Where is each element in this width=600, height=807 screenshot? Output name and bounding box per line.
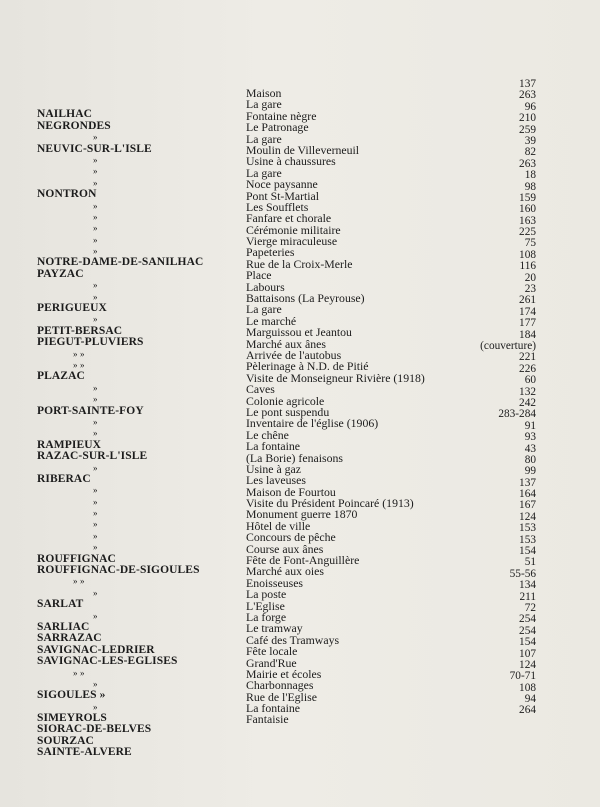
subjects-column [246, 88, 476, 726]
subject-entry-text: L'Eglise [246, 598, 285, 613]
place-entry [37, 656, 242, 667]
subject-entry-text: Noce paysanne [246, 177, 318, 192]
place-entry [37, 201, 242, 212]
page-number-text: 283-284 [498, 408, 536, 421]
page-number-text: 124 [519, 510, 536, 523]
place-entry-text: » [93, 223, 98, 234]
subject-entry-text: Vierge miraculeuse [246, 234, 338, 249]
place-entry [37, 349, 242, 360]
place-entry [37, 668, 242, 679]
place-entry [37, 155, 242, 166]
subject-entry-text: Le chêne [246, 427, 289, 442]
place-entry [37, 371, 242, 382]
subject-entry-text: Les Soufflets [246, 199, 309, 214]
place-entry-text: SIMEYROLS [37, 712, 107, 725]
place-entry-text: » [93, 610, 98, 621]
page-number-text: 154 [519, 636, 536, 649]
place-entry-text: » [93, 177, 98, 188]
page-number-text: 226 [519, 362, 536, 375]
page-number-text: 18 [524, 169, 536, 182]
subject-entry-text: Inventaire de l'église (1906) [246, 416, 379, 431]
place-entry [37, 383, 242, 394]
page-number-text: 137 [519, 78, 536, 90]
page-number-text: 55-56 [509, 567, 536, 580]
page-number-text: 80 [524, 453, 536, 466]
place-entry-text: SIGOULES » [37, 689, 106, 702]
place-entry-text: SOURZAC [37, 734, 94, 747]
place-entry-text: » [93, 280, 98, 291]
subject-entry-text: Charbonnages [246, 678, 314, 693]
place-entry [37, 519, 242, 530]
subject-entry-text: Course aux ânes [246, 541, 324, 556]
place-entry [37, 565, 242, 576]
page-number-text: 108 [519, 681, 536, 694]
place-entry-text: » [93, 291, 98, 302]
page-number-text: 82 [524, 146, 536, 159]
subject-entry [246, 256, 476, 271]
page-number-text: 163 [519, 214, 536, 227]
subject-entry-text: Moulin de Villeverneuil [246, 142, 360, 157]
place-entry-text: » » [73, 359, 85, 370]
subject-entry-text: Marché aux ânes [246, 336, 326, 351]
subject-entry-text: Grand'Rue [246, 655, 297, 670]
subject-entry-text: La fontaine [246, 701, 301, 716]
subject-entry-text: Colonie agricole [246, 393, 325, 408]
place-entry [37, 417, 242, 428]
place-entry-text: SIORAC-DE-BELVES [37, 723, 152, 736]
page-number-text: 70-71 [509, 670, 536, 683]
page-number-text: 72 [524, 601, 536, 614]
subject-entry-text: Pèlerinage à N.D. de Pitié [246, 359, 369, 374]
place-entry-text: PLAZAC [37, 370, 85, 383]
page-number-text: 225 [519, 226, 536, 239]
subject-entry-text: Hôtel de ville [246, 518, 311, 533]
place-entry-text: » [93, 496, 98, 507]
page-number-text: 99 [524, 465, 536, 478]
place-entry-text: » [93, 154, 98, 165]
subject-entry-text: Le pont suspendu [246, 404, 330, 419]
place-entry-text: » [93, 166, 98, 177]
subject-entry-text: La gare [246, 302, 282, 317]
page-number-text: 263 [519, 157, 536, 170]
place-entry-text: » [93, 587, 98, 598]
place-entry-text: NEGRONDES [37, 119, 111, 132]
place-entry-text: » [93, 382, 98, 393]
subject-entry-text: Le marché [246, 313, 297, 328]
subject-entry-text: Visite du Président Poincaré (1913) [246, 496, 414, 511]
subject-entry-text: Le Patronage [246, 120, 309, 135]
subject-entry-text: Mairie et écoles [246, 666, 322, 681]
page-number-text: 153 [519, 522, 536, 535]
page-number-text: 107 [519, 647, 536, 660]
place-entry [37, 144, 242, 155]
place-names-column [37, 98, 242, 759]
place-entry-text: SAVIGNAC-LEDRIER [37, 643, 155, 656]
place-entry-text: » [93, 485, 98, 496]
page-number-text: 210 [519, 112, 536, 125]
place-entry [37, 212, 242, 223]
place-entry-text: PIEGUT-PLUVIERS [37, 336, 144, 349]
subject-entry-text: Rue de l'Eglise [246, 689, 317, 704]
page-number-text: 153 [519, 533, 536, 546]
place-entry-text: » [93, 678, 98, 689]
subject-entry-text: La fontaine [246, 439, 301, 454]
place-entry-text: » [93, 314, 98, 325]
place-entry [37, 599, 242, 610]
page-number-text: 160 [519, 203, 536, 216]
subject-entry-text: Fête locale [246, 644, 298, 659]
place-entry [37, 406, 242, 417]
place-entry-text: SARRAZAC [37, 632, 102, 645]
place-entry-text: SAVIGNAC-LES-EGLISES [37, 655, 178, 668]
place-entry-text: » [93, 701, 98, 712]
subject-entry-text: (La Borie) fenaisons [246, 450, 343, 465]
page-number-text: 254 [519, 613, 536, 626]
subject-entry-text: La gare [246, 165, 282, 180]
subject-entry-text: Fontaine nègre [246, 108, 317, 123]
place-entry-text: » [93, 462, 98, 473]
place-entry-text: NONTRON [37, 188, 97, 201]
page-number-text: 254 [519, 624, 536, 637]
subject-entry-text: Rue de la Croix-Merle [246, 256, 353, 271]
place-entry [37, 508, 242, 519]
page-number-text: 43 [524, 442, 536, 455]
page-number-text: 75 [524, 237, 536, 250]
place-entry-text: » [93, 416, 98, 427]
page-number-text: 137 [519, 476, 536, 489]
page-number-text: 51 [524, 556, 536, 569]
subject-entry-text: Usine à chaussures [246, 154, 336, 169]
place-entry-text: » [93, 132, 98, 143]
place-entry [37, 576, 242, 587]
subject-entry-text: Arrivée de l'autobus [246, 347, 342, 362]
subject-entry-text: La gare [246, 131, 282, 146]
page-number-text: 39 [524, 134, 536, 147]
page-number-text: 261 [519, 294, 536, 307]
place-entry [37, 497, 242, 508]
subject-entry-text: Maison de Fourtou [246, 484, 336, 499]
subject-entry-text: Enoisseuses [246, 575, 304, 590]
subject-entry-text: Usine à gaz [246, 461, 302, 476]
page-number-text: 259 [519, 123, 536, 136]
place-entry [37, 189, 242, 200]
place-entry [37, 280, 242, 291]
place-entry-text: » [93, 246, 98, 257]
page-number-text: 221 [519, 351, 536, 364]
place-entry-text: NEUVIC-SUR-L'ISLE [37, 142, 152, 155]
subject-entry-text: Labours [246, 279, 285, 294]
subject-entry-text: Pont St-Martial [246, 188, 320, 203]
subject-entry-text: Concours de pêche [246, 530, 336, 545]
place-entry [37, 485, 242, 496]
subject-entry-text: Fantaisie [246, 712, 289, 727]
page-number-text: 96 [524, 100, 536, 113]
page-number-text: 132 [519, 385, 536, 398]
place-entry-text: » [93, 530, 98, 541]
place-entry [37, 451, 242, 462]
page-number [460, 705, 536, 716]
subject-entry-text: Caves [246, 382, 275, 397]
place-entry-text: SARLAT [37, 598, 84, 611]
subject-entry-text: Visite de Monseigneur Rivière (1918) [246, 370, 425, 385]
place-entry-text: ROUFFIGNAC [37, 552, 116, 565]
page-number-text: 159 [519, 191, 536, 204]
subject-entry-text: Papeteries [246, 245, 295, 260]
page-number-text: 263 [519, 89, 536, 102]
place-entry-text: » » [73, 667, 85, 678]
page-number-text: 177 [519, 317, 536, 330]
place-entry [37, 474, 242, 485]
place-entry [37, 337, 242, 348]
place-entry-text: PETIT-BERSAC [37, 324, 123, 337]
place-entry [37, 269, 242, 280]
place-entry-text: PERIGUEUX [37, 302, 107, 315]
place-entry-text: » [93, 394, 98, 405]
place-entry-text: » [93, 428, 98, 439]
page-number-text: 154 [519, 545, 536, 558]
subject-entry-text: La poste [246, 587, 287, 602]
place-entry-text: » [93, 234, 98, 245]
subject-entry-text: Monument guerre 1870 [246, 507, 358, 522]
place-entry-text: RAMPIEUX [37, 438, 102, 451]
page-number-text: 60 [524, 374, 536, 387]
place-entry [37, 166, 242, 177]
place-entry-text: NAILHAC [37, 108, 93, 121]
place-entry-text: » [93, 542, 98, 553]
page-number-text: 108 [519, 248, 536, 261]
page-number-text: 124 [519, 658, 536, 671]
place-entry [37, 747, 242, 758]
page-number-text: 184 [519, 328, 536, 341]
place-entry-text: » [93, 200, 98, 211]
subject-entry-text: Fête de Font-Anguillère [246, 553, 360, 568]
page-number-text: 167 [519, 499, 536, 512]
page-number-text: 116 [519, 260, 536, 273]
page-number-text: 91 [524, 419, 536, 432]
place-entry-text: » [93, 508, 98, 519]
place-entry-text: RIBERAC [37, 472, 91, 485]
subject-entry-text: Les laveuses [246, 473, 306, 488]
subject-entry-text: Cérémonie militaire [246, 222, 341, 237]
place-entry [37, 690, 242, 701]
page-number-text: 211 [519, 590, 536, 603]
subject-entry-text: La gare [246, 97, 282, 112]
subject-entry-text: Marguissou et Jeantou [246, 325, 352, 340]
place-entry-text: » » [73, 348, 85, 359]
place-entry [37, 121, 242, 132]
subject-entry-text: Marché aux oies [246, 564, 324, 579]
page-number-text: 94 [524, 693, 536, 706]
place-entry [37, 303, 242, 314]
subject-entry-text: Café des Tramways [246, 632, 340, 647]
place-entry-text: SARLIAC [37, 620, 90, 633]
subject-entry-text: La forge [246, 609, 287, 624]
place-entry-text: » [93, 211, 98, 222]
page-number-text: 20 [524, 271, 536, 284]
place-entry-text: RAZAC-SUR-L'ISLE [37, 450, 148, 463]
subject-entry-text: Le tramway [246, 621, 303, 636]
page-number-text: 134 [519, 579, 536, 592]
page-number-text: 242 [519, 396, 536, 409]
place-entry-text: SAINTE-ALVERE [37, 746, 132, 759]
place-entry-text: ROUFFIGNAC-DE-SIGOULES [37, 564, 200, 577]
place-entry [37, 235, 242, 246]
place-entry-text: » [93, 519, 98, 530]
subject-entry-text: Battaisons (La Peyrouse) [246, 291, 365, 306]
subject-entry-text: Fanfare et chorale [246, 211, 332, 226]
place-entry [37, 223, 242, 234]
page-numbers-column [460, 79, 536, 717]
place-entry-text: » » [73, 576, 85, 587]
page-number-text: 23 [524, 283, 536, 296]
place-entry [37, 531, 242, 542]
place-entry-text: PAYZAC [37, 267, 84, 280]
page-number-text: 93 [524, 431, 536, 444]
page-number-text: 264 [519, 704, 536, 717]
place-entry-text: PORT-SAINTE-FOY [37, 404, 144, 417]
subject-entry [246, 714, 476, 725]
subject-entry-text: Place [246, 268, 272, 283]
page-number-text: 98 [524, 180, 536, 193]
page-number-text: (couverture) [480, 339, 536, 352]
place-entry-text: NOTRE-DAME-DE-SANILHAC [37, 256, 204, 269]
page-number-text: 174 [519, 305, 536, 318]
subject-entry [246, 370, 476, 385]
subject-entry-text: Maison [246, 86, 282, 100]
page-number-text: 164 [519, 488, 536, 501]
